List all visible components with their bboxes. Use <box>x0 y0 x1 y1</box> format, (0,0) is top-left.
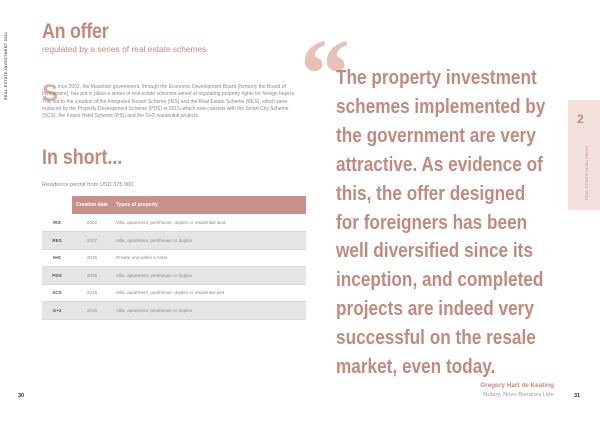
quote-line: successful on the resale <box>336 327 536 350</box>
scheme-type: Villa, apartment, penthouse or duplex <box>112 302 306 320</box>
table-row <box>42 249 306 267</box>
quote-line: projects are indeed very <box>336 298 534 321</box>
scheme-code: IRS <box>42 214 72 232</box>
scheme-code: IHS <box>42 249 72 267</box>
scheme-code: PDS <box>42 267 72 285</box>
scheme-date: 2002 <box>72 214 112 232</box>
quote-line: market, even today. <box>336 356 496 379</box>
scheme-date: 2016 <box>72 302 112 320</box>
table-row <box>42 284 306 302</box>
chapter-number: 2 <box>577 112 584 126</box>
page-number-right: 31 <box>574 393 581 399</box>
quote-line: The property investment <box>336 67 537 89</box>
table-row <box>42 232 306 250</box>
scheme-type: Villa, apartment, penthouse, duplex or residential plot <box>112 284 306 302</box>
page-title: An offer <box>42 20 109 43</box>
quote-line: well diversified since its <box>336 240 533 263</box>
scheme-type: Villa, apartment, penthouse or duplex <box>112 267 306 285</box>
scheme-date: 2015 <box>72 267 112 285</box>
pull-quote <box>336 64 566 382</box>
intro-paragraph: ince 2002, the Mauritian government, through the Economic Development Board (formerly the Board of Investment), has put in place a series of real estate schemes aimed at regulating property rights for foreign buyers. This led to the creation of the Integrated Resort Scheme (IRS) and the Real Estate Scheme (RES), which were replaced by the Property Development Scheme (PDS) in 2015–which now coexists with the Smart City Scheme (SCS), the Invest Hotel Scheme (IHS) and the G+2 residential projects. <box>42 84 296 120</box>
quote-line: the government are very <box>336 124 536 147</box>
quote-line: inception, and completed <box>336 269 544 292</box>
section-label-text: REAL ESTATE INVESTMENT 2021 <box>4 31 8 100</box>
header-types-of-property: Types of property <box>112 196 306 214</box>
scheme-date: 2007 <box>72 232 112 250</box>
scheme-date: 2015 <box>72 284 112 302</box>
vertical-section-label <box>4 20 14 100</box>
header-blank <box>42 196 72 214</box>
table-row <box>42 302 306 320</box>
scheme-code: RES <box>42 232 72 250</box>
quote-mark-icon: “ <box>300 18 350 129</box>
in-short-heading: In short... <box>42 146 123 169</box>
table-row <box>42 214 306 232</box>
scheme-type: Private unit within a hotel <box>112 249 306 267</box>
quote-line: schemes implemented by <box>336 95 546 118</box>
chapter-tab-label: REAL ESTATE INVESTMENT <box>585 145 589 200</box>
scheme-date: 2015 <box>72 249 112 267</box>
page-number-left: 30 <box>18 393 25 399</box>
residence-permit-note: Residence permit from USD 375 000 <box>42 182 134 188</box>
table-row <box>42 267 306 285</box>
schemes-table <box>42 196 306 320</box>
header-creation-date: Creation date <box>72 196 112 214</box>
page-subtitle: regulated by a series of real estate schemes <box>42 44 207 54</box>
quote-line: this, the offer designed <box>336 182 526 205</box>
author-role: Notary, Novo Bonanza Ltée <box>483 392 554 398</box>
scheme-type: Villa, apartment, penthouse, duplex or residential land <box>112 214 306 232</box>
drop-cap: S <box>42 80 59 107</box>
chapter-side-tab <box>568 100 600 210</box>
table-header-row <box>42 196 306 214</box>
scheme-code: SCS <box>42 284 72 302</box>
scheme-code: G+2 <box>42 302 72 320</box>
quote-line: for foreigners has been <box>336 211 528 234</box>
quote-line: attractive. As evidence of <box>336 153 543 176</box>
scheme-type: Villa, apartment, penthouse or duplex <box>112 232 306 250</box>
quote-author: Gregory Hart de Keating <box>480 382 554 389</box>
